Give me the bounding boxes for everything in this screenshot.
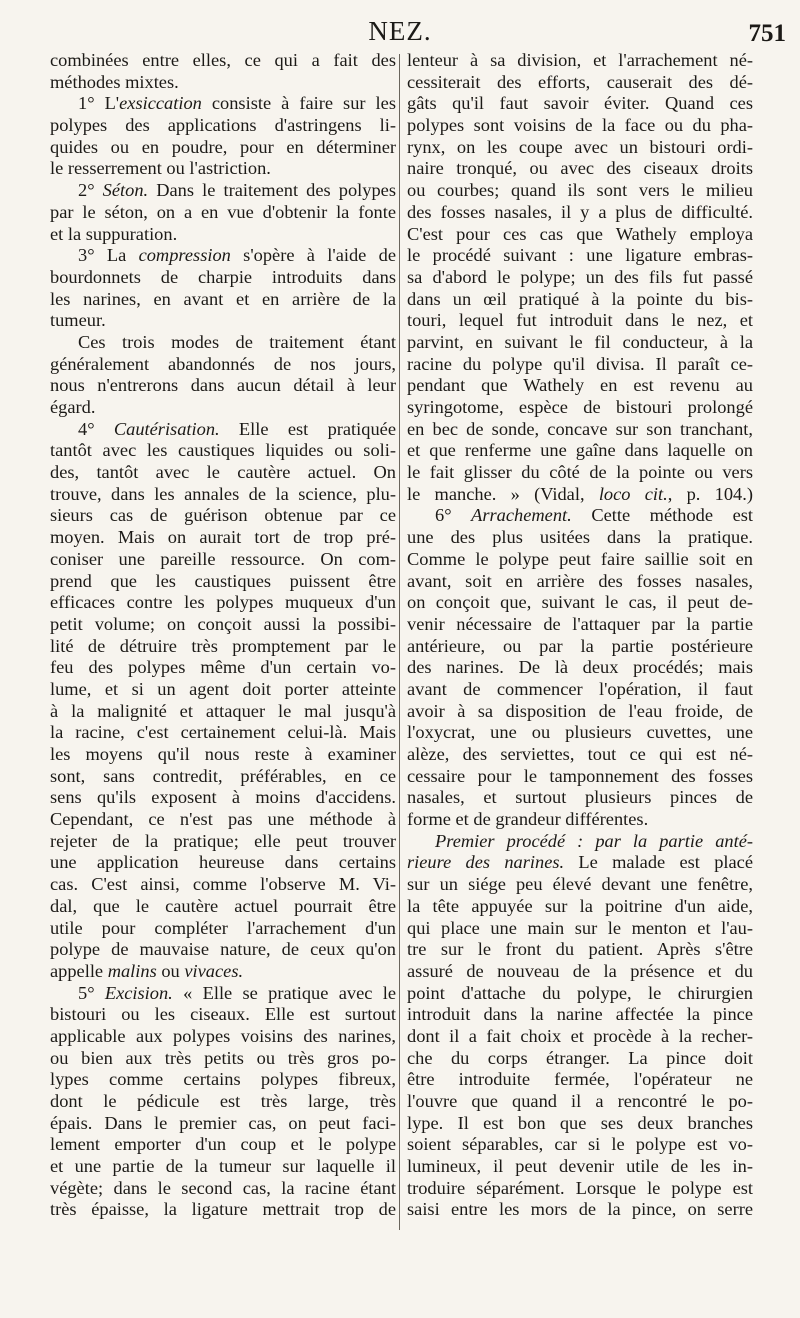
text-line: on conçoit que, suivant le cas, il peut de- <box>407 592 753 613</box>
text-line: saisi entre les mors de la pince, on serre <box>407 1199 753 1220</box>
text-line: cessiterait des efforts, causerait des dé- <box>407 71 753 92</box>
text-line: dans un œil pratiqué à la pointe du bis- <box>407 288 753 309</box>
text-line: avoir à sa disposition de l'eau froide, de <box>407 700 753 721</box>
text-line: sens qu'ils exposent à moins d'accidens. <box>50 787 396 808</box>
text-line: applicable aux polypes voisins des narines, <box>50 1025 396 1046</box>
text-line: rieure des narines. Le malade est placé <box>407 852 753 873</box>
text-line: l'ouvre que quand il a rencontré le po- <box>407 1091 753 1111</box>
text-line: feu des polypes même d'un certain vo- <box>50 657 396 678</box>
right-column <box>407 50 753 1221</box>
text-line: introduit dans la narine affectée la pince <box>407 1004 753 1025</box>
text-line: lype. Il est bon que ses deux branches <box>407 1112 753 1133</box>
text-line: trouve, dans les annales de la science, plu- <box>50 483 396 504</box>
text-line: à la malignité et attaquer le mal jusqu'à <box>50 700 396 721</box>
text-line: soient séparables, car si le polype est vo- <box>407 1134 753 1155</box>
text-line: nasales, et surtout plusieurs pinces de <box>407 787 753 808</box>
text-line: une application heureuse dans certains <box>50 852 396 873</box>
text-line: cessaire pour le tamponnement des fosses <box>407 765 753 786</box>
text-line: des, tantôt avec le cautère actuel. On <box>50 462 396 483</box>
text-line: antérieure, ou par la partie postérieure <box>407 635 753 656</box>
text-line: 2° Séton. Dans le traitement des polypes <box>78 180 396 201</box>
text-line: petit volume; on conçoit aussi la possibi- <box>50 613 396 634</box>
text-line: racine du polype qu'il divisa. Il paraît ce- <box>407 353 753 374</box>
text-line: tre sur le front du patient. Après s'être <box>407 939 753 960</box>
text-line: les moyens qu'il nous reste à examiner <box>50 744 396 764</box>
text-line: tantôt avec les caustiques liquides ou soli- <box>50 440 396 461</box>
text-line: assuré de nouveau de la présence et du <box>407 960 753 981</box>
text-line: dal, que le cautère actuel pourrait être <box>50 895 396 916</box>
running-head <box>0 14 800 50</box>
text-line: nous n'entrerons dans aucun détail à leur <box>50 375 396 396</box>
text-line: polypes des applications d'astringens li- <box>50 115 396 136</box>
text-line: lumineux, il peut devenir utile de les in- <box>407 1156 753 1177</box>
text-line: forme et de grandeur différentes. <box>407 809 649 830</box>
text-line: les narines, en avant et en arrière de la <box>50 288 396 309</box>
text-line: efficaces contre les polypes muqueux d'un <box>50 592 396 613</box>
left-column <box>50 50 396 1221</box>
text-line: polype de mauvaise nature, de ceux qu'on <box>50 939 396 960</box>
text-line: touri, lequel fut introduit dans le nez, et <box>407 310 753 331</box>
text-line: C'est pour ces cas que Wathely employa <box>407 223 753 244</box>
text-line: quides ou en poudre, pour en déterminer <box>50 136 396 157</box>
text-line: 1° L'exsiccation consiste à faire sur les <box>78 93 396 114</box>
text-line: Ces trois modes de traitement étant <box>78 331 396 352</box>
text-line: lité de détruire très promptement par le <box>50 635 396 656</box>
text-line: parvint, en suivant le fil conducteur, à la <box>407 331 753 352</box>
text-line: utile pour compléter l'arrachement d'un <box>50 917 396 938</box>
column-divider <box>399 54 400 1230</box>
text-line: ou bien aux très petits ou très gros po- <box>50 1047 396 1068</box>
text-line: Premier procédé : par la partie anté- <box>435 830 753 851</box>
text-line: épais. Dans le premier cas, on peut faci- <box>50 1112 396 1133</box>
text-line: lenteur à sa division, et l'arrachement né- <box>407 50 753 70</box>
text-line: lypes comme certains polypes fibreux, <box>50 1069 396 1090</box>
text-line: sa d'abord le polype; un des fils fut passé <box>407 266 753 287</box>
text-line: rejeter de la pratique; elle peut trouver <box>50 830 396 851</box>
text-line: des fosses nasales, il y a plus de difficulté. <box>407 201 753 222</box>
text-line: le resserrement ou l'astriction. <box>50 158 271 179</box>
text-line: pendant que Wathely en est revenu au <box>407 375 753 396</box>
text-line: être introduite fermée, l'opérateur ne <box>407 1069 753 1090</box>
text-line: la tête appuyée sur la poitrine d'un aide, <box>407 895 753 916</box>
text-line: le fait glisser du côté de la pointe ou vers <box>407 462 753 483</box>
text-line: égard. <box>50 397 96 417</box>
text-line: lume, et si un agent doit porter atteinte <box>50 678 396 699</box>
text-line: 5° Excision. « Elle se pratique avec le <box>78 982 396 1003</box>
text-line: sieurs cas de guérison obtenue par ce <box>50 505 396 526</box>
text-line: une des plus usitées dans la pratique. <box>407 527 753 548</box>
text-line: 4° Cautérisation. Elle est pratiquée <box>78 418 396 439</box>
text-line: point d'attache du polype, le chirurgien <box>407 982 753 1003</box>
text-line: polypes sont voisins de la face ou du pha- <box>407 115 753 136</box>
text-line: prend que les caustiques puissent être <box>50 570 396 591</box>
text-line: végète; dans le second cas, la racine étant <box>50 1177 396 1198</box>
text-line: 3° La compression s'opère à l'aide de <box>78 245 396 266</box>
text-line: Comme le polype peut faire saillie soit en <box>407 548 753 569</box>
text-line: rynx, on les coupe avec un bistouri ordi- <box>407 136 753 157</box>
text-line: tumeur. <box>50 310 106 331</box>
text-line: par le séton, on a en vue d'obtenir la fonte <box>50 201 396 222</box>
text-line: des narines. De là deux procédés; mais <box>407 657 753 678</box>
text-line: naire tronqué, ou avec des ciseaux droits <box>407 158 753 179</box>
text-line: ou courbes; quand ils sont vers le milieu <box>407 180 753 201</box>
page-number: 751 <box>748 20 786 47</box>
text-line: syringotome, espèce de bistouri prolongé <box>407 397 753 417</box>
text-line: généralement abandonnés de nos jours, <box>50 353 396 374</box>
text-line: qui place une main sur le menton et l'au- <box>407 917 753 938</box>
text-line: che du corps étranger. La pince doit <box>407 1047 753 1068</box>
text-line: Cependant, ce n'est pas une méthode à <box>50 809 396 830</box>
text-line: l'oxycrat, une ou plusieurs cuvettes, une <box>407 722 753 743</box>
text-line: troduire séparément. Lorsque le polype est <box>407 1177 753 1198</box>
text-line: combinées entre elles, ce qui a fait des <box>50 50 396 70</box>
text-line: bistouri ou les ciseaux. Elle est surtout <box>50 1004 396 1025</box>
text-line: coniser une pareille ressource. On com- <box>50 548 396 569</box>
text-line: alèze, des serviettes, tout ce qui est né- <box>407 744 753 764</box>
text-line: moyen. Mais on aurait tort de trop pré- <box>50 527 396 548</box>
text-line: bourdonnets de charpie introduits dans <box>50 266 396 287</box>
text-line: en bec de sonde, concave sur son tranchant, <box>407 418 753 439</box>
text-line: et que renferme une gaîne dans laquelle on <box>407 440 753 461</box>
page-title: NEZ. <box>368 16 432 46</box>
text-line: méthodes mixtes. <box>50 71 179 92</box>
text-line: dont il a fait choix et procède à la recher- <box>407 1025 753 1046</box>
text-line: et la suppuration. <box>50 223 178 244</box>
text-line: sont, sans contredit, préférables, en ce <box>50 765 396 786</box>
text-line: le procédé suivant : une ligature embras- <box>407 245 753 266</box>
text-line: sur un siége peu élevé devant une fenêtre, <box>407 874 753 895</box>
text-line: venir nécessaire de l'attaquer par la partie <box>407 613 753 634</box>
text-line: appelle malins ou vivaces. <box>50 960 244 981</box>
text-line: gâts qu'il faut savoir éviter. Quand ces <box>407 93 753 114</box>
text-line: très épaisse, la ligature mettrait trop de <box>50 1199 396 1220</box>
text-line: avant de commencer l'opération, il faut <box>407 678 753 699</box>
text-line: le manche. » (Vidal, loco cit., p. 104.) <box>407 483 753 504</box>
text-line: la racine, c'est certainement celui-là. Mais <box>50 722 396 743</box>
text-line: avant, soit en arrière des fosses nasales, <box>407 570 753 591</box>
text-line: dont le pédicule est très large, très <box>50 1091 396 1111</box>
text-line: et une partie de la tumeur sur laquelle il <box>50 1156 396 1177</box>
text-line: cas. C'est ainsi, comme l'observe M. Vi- <box>50 874 396 895</box>
text-line: 6° Arrachement. Cette méthode est <box>435 505 754 526</box>
text-line: lement emporter d'un coup et le polype <box>50 1134 396 1155</box>
